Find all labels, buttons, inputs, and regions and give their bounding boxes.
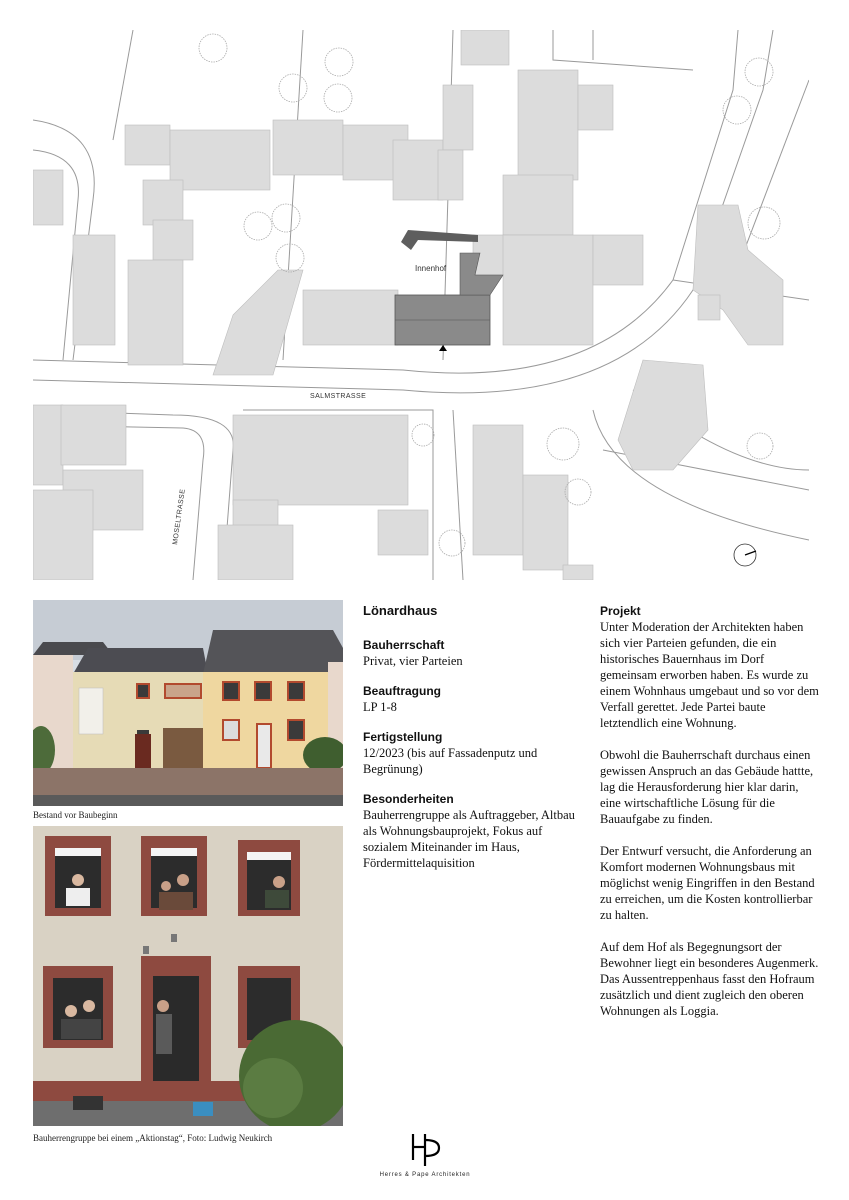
label-street-main: SALMSTRASSE <box>310 393 367 400</box>
field-label-client: Bauherrschaft <box>363 638 445 652</box>
site-plan <box>33 30 809 580</box>
caption-building-group: Bauherrengruppe bei einem „Aktionstag“, Foto: Ludwig Neukirch <box>33 1133 273 1143</box>
project-facts <box>363 603 578 886</box>
field-value-commission: LP 1-8 <box>363 700 397 714</box>
project-description <box>600 604 822 1035</box>
description-paragraph-4: Auf dem Hof als Begegnungsort der Bewohner liegt ein besonderes Augenmerk. Das Aussentreppenhaus fasst den Hofraum zusätzlich und dient zugleich den oberen Wohnungen als Loggia. <box>600 940 819 1018</box>
field-value-completion: 12/2023 (bis auf Fassadenputz und Begrünung) <box>363 746 538 776</box>
field-label-commission: Beauftragung <box>363 684 441 698</box>
logo <box>405 1132 445 1166</box>
photo-building-group <box>33 826 343 1126</box>
caption-existing-building: Bestand vor Baubeginn <box>33 810 118 820</box>
north-arrow-icon <box>734 544 756 566</box>
label-street-side: MOSELTRASSE <box>172 488 187 546</box>
logo-mark-icon <box>405 1132 445 1166</box>
description-paragraph-1: Unter Moderation der Architekten haben sich vier Parteien gefunden, die ein historisches Bauernhaus im Dorf gemeinsam erworben haben. Es wurde zu einem Wohnhaus umgebaut und so vor dem Verfall gerettet. Jede Partei baute letztendlich eine Wohnung. <box>600 620 819 730</box>
project-title: Lönardhaus <box>363 603 438 618</box>
photo-existing-building <box>33 600 343 806</box>
field-label-completion: Fertigstellung <box>363 730 443 744</box>
field-value-features: Bauherrengruppe als Auftraggeber, Altbau als Wohnungsbauprojekt, Fokus auf sozialem Miteinander im Haus, Fördermittelaquisition <box>363 808 575 870</box>
site-plan-drawing <box>33 30 809 580</box>
description-heading: Projekt <box>600 604 641 618</box>
label-courtyard: Innenhof <box>415 264 447 273</box>
field-value-client: Privat, vier Parteien <box>363 654 463 668</box>
description-paragraph-2: Obwohl die Bauherrschaft durchaus einen gewissen Anspruch an das Gebäude hattte, lag die Herausforderung hier klar darin, eine wirtschaftliche Lösung für die Bauaufgabe zu finden. <box>600 748 814 826</box>
description-paragraph-3: Der Entwurf versucht, die Anforderung an Komfort modernen Wohnungsbaus mit möglichst wenig Eingriffen in den Bestand zu erreichen, um die Kosten kontrollierbar zu halten. <box>600 844 815 922</box>
field-label-features: Besonderheiten <box>363 792 454 806</box>
logo-text: Herres & Pape Architekten <box>379 1172 471 1178</box>
